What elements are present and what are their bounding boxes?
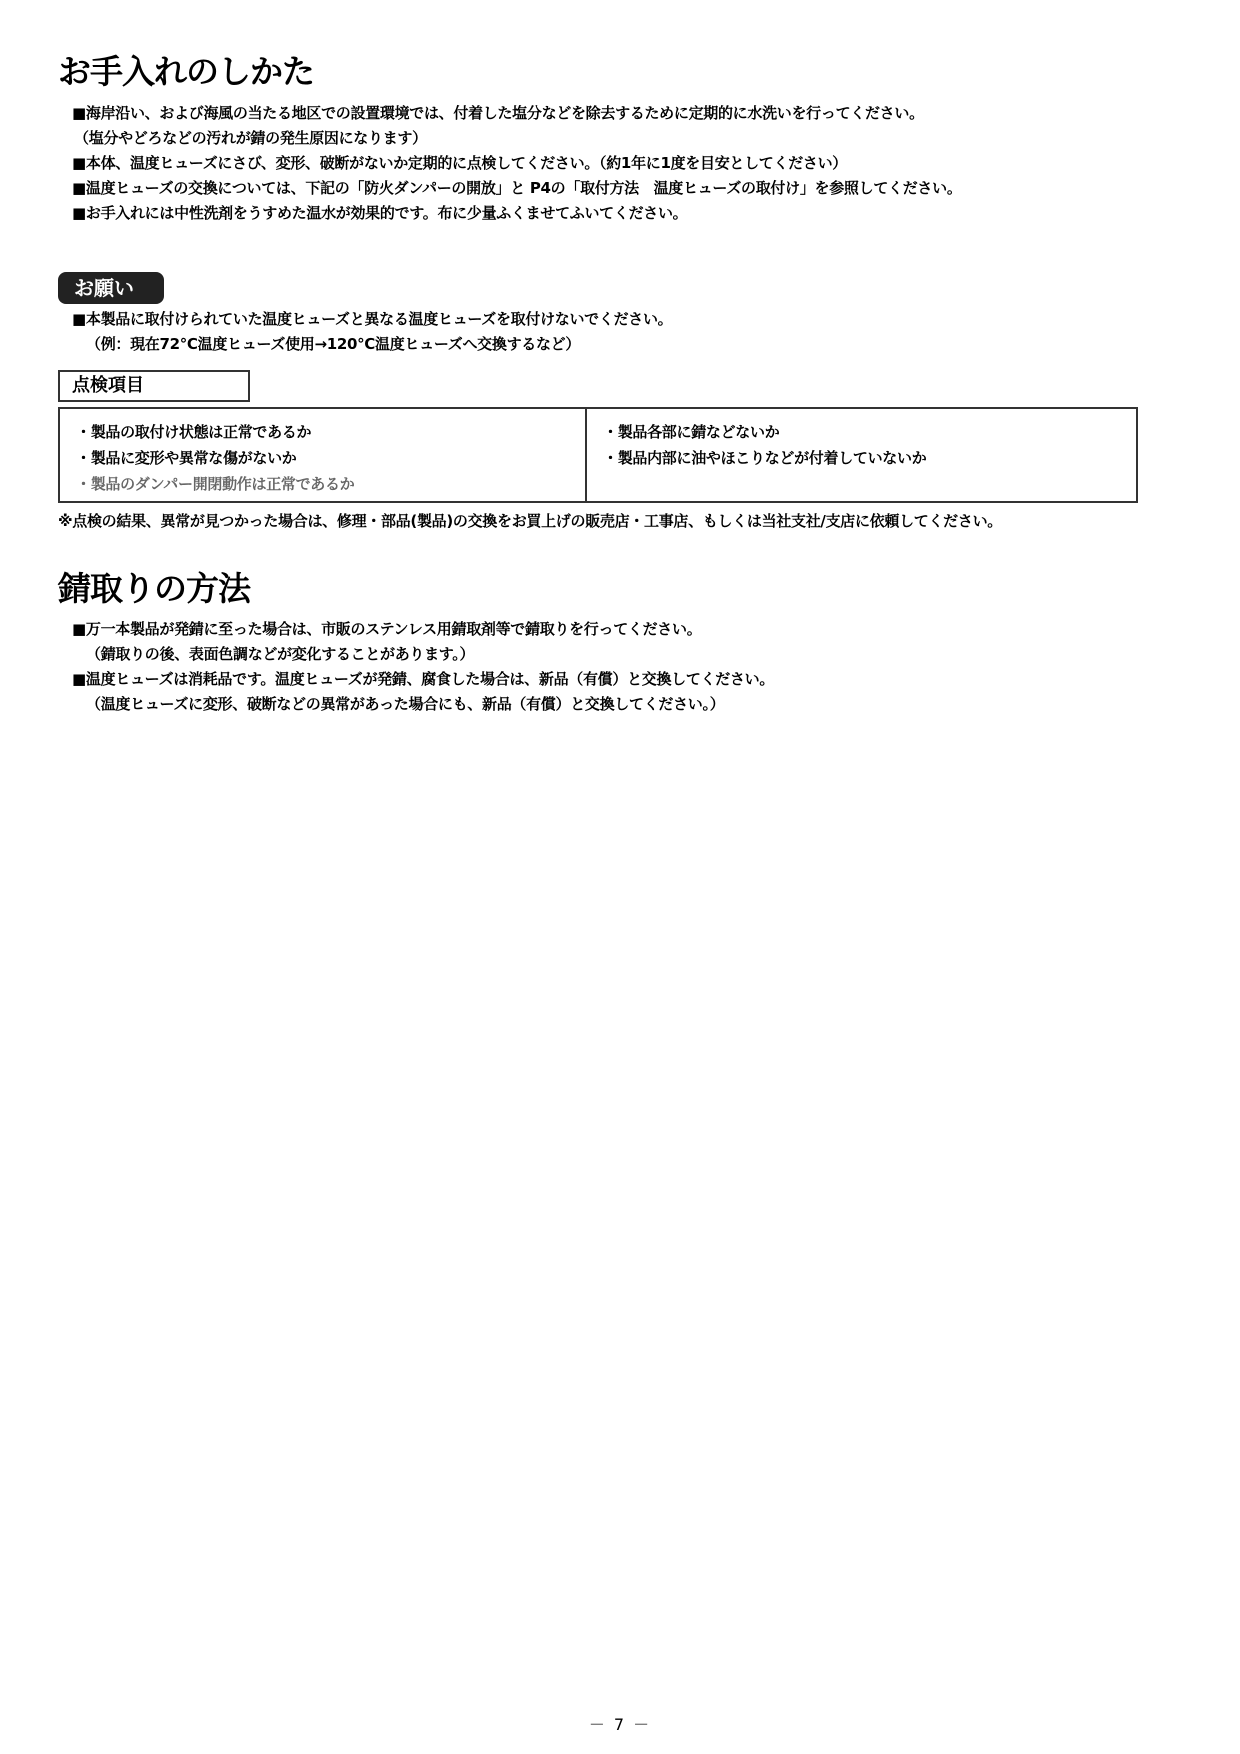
rust-title: 錆取りの方法: [58, 569, 250, 608]
inspection-column-right: [587, 409, 1125, 501]
care-line: ■お手入れには中性洗剤をうすめた温水が効果的です。布に少量ふくませてふいてください。: [72, 204, 688, 222]
inspection-item: ・製品のダンパー開閉動作は正常であるか: [76, 475, 355, 493]
inspection-title: 点検項目: [58, 370, 250, 402]
rust-line: ■万一本製品が発錆に至った場合は、市販のステンレス用錆取剤等で錆取りを行ってください。: [72, 620, 702, 638]
page-number: － 7 －: [588, 1715, 652, 1734]
inspection-item: ・製品各部に錆などないか: [603, 423, 780, 441]
notice-text: [72, 307, 672, 357]
notice-line: ■本製品に取付けられていた温度ヒューズと異なる温度ヒューズを取付けないでください。: [72, 310, 673, 328]
inspection-item: ・製品に変形や異常な傷がないか: [76, 449, 297, 467]
rust-line: ■温度ヒューズは消耗品です。温度ヒューズが発錆、腐食した場合は、新品（有償）と交換してください。: [72, 670, 775, 688]
care-line: （塩分やどろなどの汚れが錆の発生原因になります）: [74, 129, 427, 147]
inspection-column-left: [60, 409, 587, 501]
inspection-table: [58, 407, 1138, 503]
inspection-footnote: ※点検の結果、異常が見つかった場合は、修理・部品(製品)の交換をお買上げの販売店・工事店、もしくは当社支社/支店に依頼してください。: [58, 512, 1002, 530]
inspection-item: ・製品内部に油やほこりなどが付着していないか: [603, 449, 927, 467]
notice-line: （例：現在72℃温度ヒューズ使用→120℃温度ヒューズへ交換するなど）: [86, 335, 581, 353]
rust-line: （温度ヒューズに変形、破断などの異常があった場合にも、新品（有償）と交換してください。）: [86, 695, 725, 713]
inspection-item: ・製品の取付け状態は正常であるか: [76, 423, 312, 441]
care-instructions: [72, 101, 962, 226]
care-line: ■温度ヒューズの交換については、下記の「防火ダンパーの開放」と P4の「取付方法 温度ヒューズの取付け」を参照してください。: [72, 179, 962, 197]
rust-line: （錆取りの後、表面色調などが変化することがあります。）: [86, 645, 475, 663]
notice-badge: お願い: [58, 272, 164, 304]
care-line: ■海岸沿い、および海風の当たる地区での設置環境では、付着した塩分などを除去するために定期的に水洗いを行ってください。: [72, 104, 924, 122]
care-title: お手入れのしかた: [58, 52, 314, 91]
rust-instructions: [72, 617, 774, 717]
care-line: ■本体、温度ヒューズにさび、変形、破断がないか定期的に点検してください。（約1年に1度を目安としてください）: [72, 154, 848, 172]
